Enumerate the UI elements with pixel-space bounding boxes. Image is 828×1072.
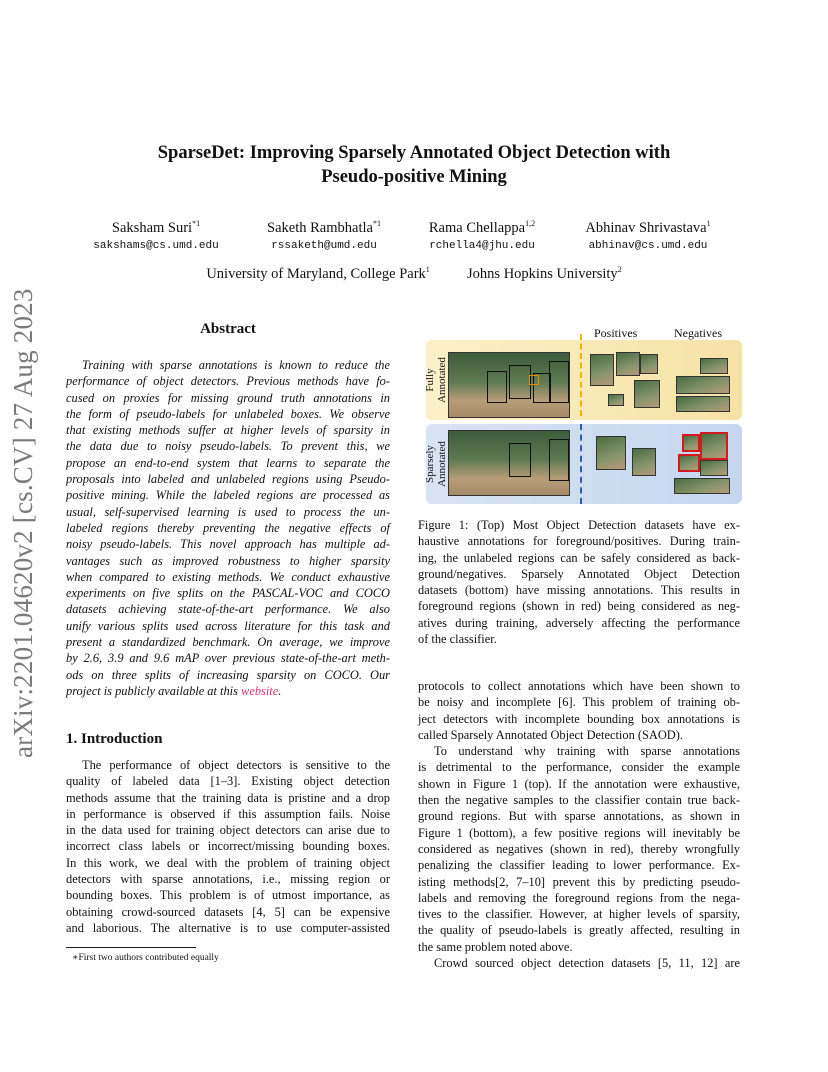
author-email[interactable]: abhinav@cs.umd.edu [588, 239, 708, 252]
intro-line: in the data used for training object detectors can arise due to [66, 823, 390, 838]
body-line: considered as negatives (shown in red), thereby wrongfully [418, 841, 740, 856]
author-email[interactable]: sakshams@cs.umd.edu [93, 239, 219, 252]
body-line: the same problem noted above. [418, 939, 573, 954]
paper-title [60, 141, 768, 189]
author-superscript: 1 [706, 219, 711, 228]
abstract-line: when compared to existing methods. We conduct exhaustive [66, 569, 390, 584]
positive-crop [632, 448, 656, 476]
caption-line: Figure 1: (Top) Most Object Detection datasets have ex- [418, 518, 740, 532]
positive-crop [596, 436, 626, 470]
bounding-box [487, 371, 507, 403]
positive-crop [640, 354, 658, 374]
body-line: shown in Figure 1 (top). If the annotation were exhaustive, [418, 776, 740, 791]
negative-crop [676, 376, 730, 394]
abstract-line: project is publicly available at this website. [66, 683, 282, 698]
abstract-line: performance of object detectors. Previous methods have fo- [66, 374, 390, 389]
author-name: Rama Chellappa [428, 219, 526, 236]
author-name: Saketh Rambhatla [267, 219, 373, 236]
intro-line: obtaining crowd-sourced datasets [4, 5] can be expensive [66, 904, 390, 919]
intro-line: detectors with sparse annotations, i.e., missing region or [66, 872, 390, 887]
abstract-line: propose an end-to-end system that learns to separate the [66, 455, 390, 470]
footnote: ∗First two authors contributed equally [72, 953, 219, 963]
intro-line: The performance of object detectors is sensitive to the [82, 758, 390, 772]
fully-annotated-row [426, 340, 742, 420]
abstract-line: the data due to noisy pseudo-labels. To prevent this, we [66, 439, 390, 454]
baseball-photo [448, 352, 570, 418]
positive-crop [608, 394, 624, 406]
intro-body [66, 757, 390, 936]
caption-line: haustive annotations for foreground/positives. During train- [418, 534, 740, 549]
body-line: tives to the classifier. However, at higher levels of sparsity, [418, 907, 740, 922]
col-label-positives: Positives [594, 326, 638, 340]
abstract-line: that existing methods suffer at higher levels of sparsity in [66, 423, 390, 438]
body-line: penalizing the classifier leading to lower performance. Ex- [418, 858, 740, 873]
project-website-link[interactable]: website [237, 683, 279, 698]
positive-crop [590, 354, 614, 386]
sparsely-annotated-row [426, 424, 742, 504]
row-label-sparsely-annotated: Sparsely Annotated [424, 441, 448, 487]
row-label-fully-annotated: Fully Annotated [424, 357, 448, 403]
author-name: Saksham Suri [111, 219, 193, 236]
abstract-heading: Abstract [200, 321, 256, 337]
negative-crop [676, 396, 730, 412]
caption-line: of the classifier. [418, 632, 497, 647]
abstract-line: proposals into labeled and unlabeled regions using Pseudo- [66, 472, 390, 487]
affiliation-name: University of Maryland, College Park [206, 265, 426, 282]
bounding-box [549, 439, 569, 481]
right-column-body [418, 678, 740, 971]
bounding-box [509, 365, 531, 399]
abstract-line: by 2.6, 3.9 and 9.6 mAP over previous state-of-the-art meth- [66, 651, 390, 666]
title-line-1: SparseDet: Improving Sparsely Annotated Object Detection with [157, 143, 671, 163]
intro-line: In this work, we deal with the problem of training object [66, 855, 390, 870]
author-email[interactable]: rssaketh@umd.edu [271, 239, 377, 252]
author-superscript: *1 [372, 219, 381, 228]
divider-line [580, 334, 582, 416]
abstract-line: positive mining. While the labeled regions are processed as [66, 488, 390, 503]
intro-line: in performance is observed if this assumption fails. Noise [66, 806, 390, 821]
body-line: To understand why training with sparse annotations [434, 744, 740, 759]
intro-line: bounding boxes. This problem is of utmost importance, as [66, 888, 390, 903]
abstract-line: cused on proxies for missing ground truth annotations in [66, 390, 390, 405]
false-negative-crop [678, 454, 700, 472]
body-line: Figure 1 (bottom), a few positive regions will inevitably be [418, 825, 740, 840]
intro-line: and laborious. The alternative is to use computer-assisted [66, 920, 390, 935]
body-line: ject detectors with incomplete bounding box annotations is [418, 711, 740, 726]
caption-line: atives during training, adversely affecting the performance [418, 615, 740, 630]
body-line: ground regions. But with sparse annotations, as shown in [418, 809, 740, 824]
affiliation-superscript: 1 [425, 265, 430, 274]
intro-line: incorrect class labels or incorrect/missing bounding boxes. [66, 839, 390, 854]
positive-crop [616, 352, 640, 376]
abstract-line: usual, self-supervised learning is used to process the un- [66, 504, 390, 519]
intro-line: quality of labeled data [1–3]. Existing object detection [66, 774, 390, 789]
abstract-line: noisy pseudo-labels. This novel approach has multiple ad- [66, 537, 390, 552]
false-negative-crop [682, 434, 700, 452]
abstract-line: experiments on five splits on the PASCAL-VOC and COCO [66, 586, 390, 601]
negative-crop [674, 478, 730, 494]
body-line: is detrimental to the performance, consider the example [418, 760, 740, 775]
caption-line: ing, the unlabeled regions can be safely considered as back- [418, 550, 740, 565]
abstract-line: labeled regions thereby preventing the negative effects of [66, 520, 390, 535]
abstract-line: Training with sparse annotations is known to reduce the [82, 358, 390, 372]
negative-crop [700, 460, 728, 476]
affiliations [0, 265, 828, 283]
figure-1 [414, 322, 742, 506]
body-line: protocols to collect annotations which have been shown to [418, 679, 740, 693]
divider-line [580, 424, 582, 504]
abstract-body [66, 357, 390, 699]
intro-line: methods assume that the training data is pristine and a drop [66, 790, 390, 805]
baseball-photo [448, 430, 570, 496]
footnote-rule [66, 947, 196, 948]
abstract-line: unify various splits used across literature for this task and [66, 618, 390, 633]
author-superscript: *1 [192, 219, 201, 228]
caption-line: foreground regions (shown in red) being considered as neg- [418, 599, 740, 614]
title-line-2: Pseudo-positive Mining [321, 167, 507, 187]
affiliation-superscript: 2 [617, 265, 622, 274]
negative-crop [700, 358, 728, 374]
author-block [0, 219, 828, 263]
author-4 [573, 219, 723, 252]
figure-1-caption [418, 517, 740, 647]
body-line: Crowd sourced object detection datasets [5, 11, 12] are [434, 956, 740, 971]
bounding-box [509, 443, 531, 477]
abstract-end: . [278, 683, 282, 698]
caption-line: ground/negatives. Sparsely Annotated Object Detection [418, 566, 740, 581]
intro-heading: 1. Introduction [66, 731, 163, 747]
false-negative-crop [700, 432, 728, 460]
body-line: then the negative samples to the classifier contain true back- [418, 793, 740, 808]
body-line: isting methods[2, 7–10] prevent this by predicting pseudo- [418, 874, 740, 889]
abstract-line: present a standardized benchmark. On average, we improve [66, 635, 390, 650]
body-line: the quality of pseudo-labels is greatly affected, resulting in [418, 923, 740, 938]
abstract-line: the form of pseudo-labels for unlabeled boxes. We observe [66, 406, 390, 421]
bounding-box [529, 375, 539, 385]
abstract-line: ods on three splits of increasing sparsity on COCO. Our [66, 667, 390, 682]
bounding-box [549, 361, 569, 403]
body-line: called Sparsely Annotated Object Detection (SAOD). [418, 727, 683, 742]
author-2 [256, 219, 392, 252]
author-3 [414, 219, 550, 252]
author-email[interactable]: rchella4@jhu.edu [429, 239, 535, 252]
author-superscript: 1,2 [525, 219, 536, 228]
author-name: Abhinav Shrivastava [585, 219, 707, 236]
body-line: be noisy and incomplete [6]. This problem of training ob- [418, 695, 740, 710]
col-label-negatives: Negatives [674, 326, 722, 340]
arxiv-identifier: arXiv:2201.04620v2 [cs.CV] 27 Aug 2023 [8, 288, 38, 758]
abstract-line: vantages such as improved robustness to higher sparsity [66, 553, 390, 568]
affiliation-name: Johns Hopkins University [467, 265, 618, 282]
positive-crop [634, 380, 660, 408]
author-1 [88, 219, 224, 252]
body-line: labels and removing the foreground regions from the nega- [418, 890, 740, 905]
caption-line: datasets (bottom) have missing annotations. This results in [418, 583, 740, 598]
abstract-line: datasets achieving state-of-the-art performance. We also [66, 602, 390, 617]
